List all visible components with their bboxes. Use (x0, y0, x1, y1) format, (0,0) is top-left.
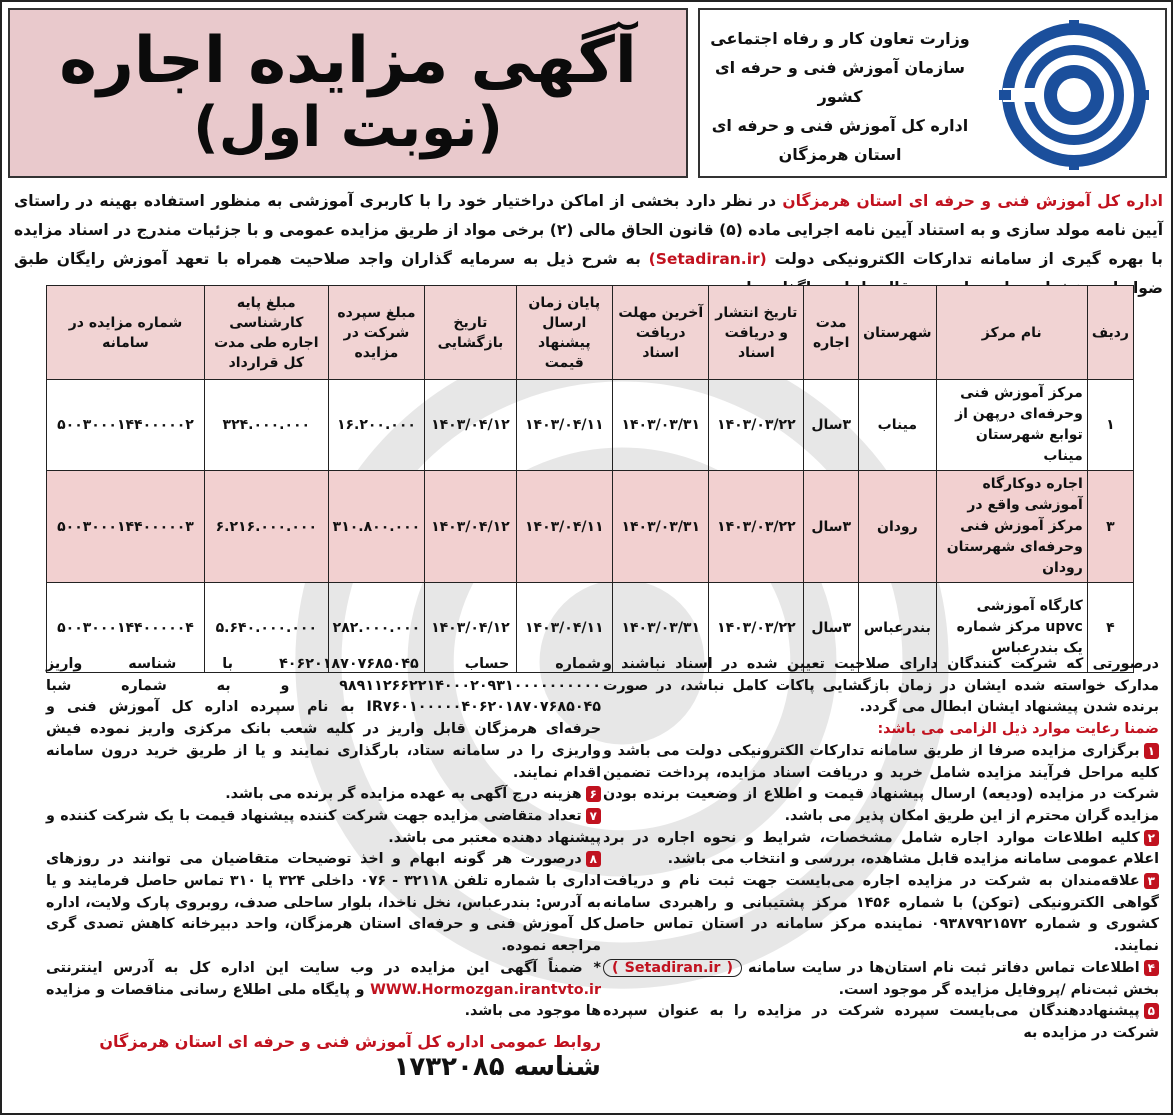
cell-publish-date: ۱۴۰۳/۰۳/۲۲ (709, 583, 804, 673)
cell-base-price: ۳۲۴.۰۰۰.۰۰۰ (204, 380, 328, 471)
col-header-base-price: مبلغ پایه کارشناسی اجاره طی مدت کل قرارداد (204, 286, 328, 380)
cell-duration: ۳سال (804, 380, 859, 471)
condition-text: پیشنهاددهندگان می‌بایست سپرده شرکت در مزایده را به عنوان سپرده شرکت در مزایده به (603, 1003, 1159, 1041)
item-number-badge: ۴ (1144, 960, 1159, 976)
conditions-left-column (46, 654, 602, 1082)
condition-item (603, 871, 1159, 958)
note-text: و پایگاه ملی اطلاع رسانی مناقصات و مزایده ها موجود می باشد. (46, 981, 601, 1020)
condition-text: کلیه اطلاعات موارد اجاره شامل مشخصات، شرایط و نحوه اجاره در برد اعلام عمومی سامانه مزایده قابل مشاهده، بررسی و انتخاب می باشد. (603, 829, 1159, 868)
col-header-duration: مدت اجاره (804, 286, 859, 380)
intro-site: (Setadiran.ir) (648, 250, 767, 268)
condition-text: برگزاری مزایده صرفا از طریق سامانه تدارکات الکترونیکی دولت می باشد و کلیه مراحل فرآیند مزایده شامل خرید و دریافت اسناد مزایده، پرداخت تضمین شرکت در مزایده (ودیعه) ارسال پیشنهاد قیمت و اطلاع از وضعیت برنده بودن مزایده گران محترم از این طریق امکان پذیر می باشد. (603, 742, 1159, 824)
cell-city: میناب (859, 380, 936, 471)
item-number-badge: ۸ (586, 851, 601, 867)
org-line: سازمان آموزش فنی و حرفه ای کشور (714, 58, 966, 106)
ad-id: شناسه ۱۷۳۲۰۸۵ (393, 1051, 601, 1082)
cell-doc-deadline: ۱۴۰۳/۰۳/۳۱ (613, 380, 709, 471)
intro-text-2: بخشی از اماکن دراختیار خود را با کاربری آموزشی به منظور استفاده بهینه در راستای آیین نامه مولد سازی و به استناد آیین نامه اجرایی ماده (۵) قانون الحاق مالی (۲) برخی مواد از طریق مزایده عمومی و با جزئیات مندرج در اسناد مزایده با بهره گیری از سامانه تدارکات الکترونیکی دولت (14, 192, 1164, 268)
org-line: وزارت تعاون کار و رفاه اجتماعی (710, 29, 970, 48)
cell-auction-number: ۵۰۰۳۰۰۰۱۴۴۰۰۰۰۰۴ (47, 583, 205, 673)
cell-doc-deadline: ۱۴۰۳/۰۳/۳۱ (613, 471, 709, 583)
item-number-badge: ۳ (1144, 873, 1159, 889)
intro-text-1: در نظر دارد (679, 192, 783, 210)
condition-item (46, 806, 601, 849)
organization-logo-icon (999, 20, 1149, 170)
cell-bid-deadline: ۱۴۰۳/۰۴/۱۱ (516, 380, 612, 471)
cell-row-number: ۴ (1087, 583, 1133, 673)
item-number-badge: ۱ (1144, 743, 1159, 759)
cell-duration: ۳سال (804, 471, 859, 583)
condition-item (46, 784, 601, 806)
org-line: استان هرمزگان (778, 145, 902, 164)
cell-publish-date: ۱۴۰۳/۰۳/۲۲ (709, 471, 804, 583)
cell-auction-number: ۵۰۰۳۰۰۰۱۴۴۰۰۰۰۰۲ (47, 380, 205, 471)
cell-deposit: ۳۱۰.۸۰۰.۰۰۰ (328, 471, 425, 583)
website-link[interactable]: WWW.Hormozgan.irantvto.ir (370, 981, 601, 998)
website-note (46, 958, 601, 1023)
col-header-city: شهرستان (859, 286, 936, 380)
header (8, 8, 1167, 178)
table-row (47, 380, 1134, 471)
cell-opening-date: ۱۴۰۳/۰۴/۱۲ (425, 583, 516, 673)
ad-subtitle: (نوبت اول) (193, 95, 503, 160)
condition-text: درصورت هر گونه ابهام و اخذ توضیحات متقاضیان می توانند در روزهای اداری با شماره تلفن ۳۲۱۱۸ - ۰۷۶ داخلی ۳۲۴ یا ۳۱۰ تماس حاصل فرمایند و یا به آدرس: بندرعباس، نخل ناخدا، بلوار ساحلی صدف، روبروی پارک ولایت، اداره کل آموزش فنی و حرفه‌ای استان هرمزگان، واحد دبیرخانه کاهش تصدی گری مراجعه نموده. (46, 851, 602, 955)
cell-center-name: مرکز آموزش فنی وحرفه‌ای درپهن از توابع شهرستان میناب (936, 380, 1087, 471)
org-line: اداره کل آموزش فنی و حرفه ای (711, 116, 969, 135)
cell-row-number: ۳ (1087, 471, 1133, 583)
col-header-doc-deadline: آخرین مهلت دریافت اسناد (613, 286, 709, 380)
table-row (47, 471, 1134, 583)
col-header-row-number: ردیف (1087, 286, 1133, 380)
col-header-bid-deadline: پایان زمان ارسال پیشنهاد قیمت (516, 286, 612, 380)
setadiran-link[interactable]: ( Setadiran.ir ) (603, 959, 742, 977)
table-header-row (47, 286, 1134, 380)
condition-item (603, 1001, 1159, 1044)
col-header-deposit: مبلغ سپرده شرکت در مزایده (328, 286, 425, 380)
col-header-center-name: نام مرکز (936, 286, 1087, 380)
condition-text: علاقه‌مندان به شرکت در مزایده اجاره می‌بایست جهت ثبت نام و دریافت گواهی الکترونیکی (توکن) با شماره ۱۴۵۶ مرکز پشتیبانی و راهبردی سامانه کشوری و شماره ۰۹۳۸۷۹۲۱۵۷۲ نماینده مرکز سامانه در استان تماس حاصل نمایند. (603, 873, 1159, 955)
condition-text: هزینه درج آگهی به عهده مزایده گر برنده می باشد. (225, 786, 582, 803)
organization-name (705, 24, 975, 169)
cell-center-name: اجاره دوکارگاه آموزشی واقع در مرکز آموزش فنی وحرفه‌ای شهرستان رودان (936, 471, 1087, 583)
cell-deposit: ۱۶.۲۰۰.۰۰۰ (328, 380, 425, 471)
cell-auction-number: ۵۰۰۳۰۰۰۱۴۴۰۰۰۰۰۳ (47, 471, 205, 583)
cell-bid-deadline: ۱۴۰۳/۰۴/۱۱ (516, 583, 612, 673)
organization-box (698, 8, 1167, 178)
item-number-badge: ۶ (586, 786, 601, 802)
title-box (8, 8, 688, 178)
auction-table (46, 285, 1134, 673)
ad-title: آگهی مزایده اجاره (59, 23, 637, 98)
payment-paragraph: شماره حساب ۴۰۶۲۰۱۸۷۰۷۶۸۵۰۴۵ با شناسه واریز ۹۸۹۱۱۲۶۶۲۲۱۴۰۰۰۲۰۹۳۱۰۰۰۰۰۰۰۰۰۰ و به شماره شبا IR۷۶۰۱۰۰۰۰۰۴۰۶۲۰۱۸۷۰۷۶۸۵۰۴۵ به نام سپرده اداره کل آموزش فنی و حرفه‌ای هرمزگان قابل واریز در کلیه شعب بانک مرکزی واریز نموده فیش واریزی را در سامانه ستاد، بارگذاری نمایند و یا از طریق خرید درون سامانه اقدام نمایند. (46, 656, 601, 781)
item-number-badge: ۵ (1144, 1003, 1159, 1019)
cell-base-price: ۶.۲۱۶.۰۰۰.۰۰۰ (204, 471, 328, 583)
cell-opening-date: ۱۴۰۳/۰۴/۱۲ (425, 380, 516, 471)
cell-duration: ۳سال (804, 583, 859, 673)
col-header-publish-date: تاریخ انتشار و دریافت اسناد (709, 286, 804, 380)
col-header-opening-date: تاریخ بازگشایی (425, 286, 516, 380)
cell-row-number: ۱ (1087, 380, 1133, 471)
public-relations-signature: روابط عمومی اداره کل آموزش فنی و حرفه ای استان هرمزگان (99, 1031, 601, 1051)
cell-city: رودان (859, 471, 936, 583)
item-number-badge: ۷ (586, 808, 601, 824)
cell-city: بندرعباس (859, 583, 936, 673)
conditions-right-column (603, 654, 1159, 1045)
condition-item (603, 958, 1159, 1001)
requirements-heading: ضمنا رعایت موارد ذیل الزامی می باشد: (877, 721, 1159, 738)
item-number-badge: ۲ (1144, 830, 1159, 846)
note-text: * ضمناً آگهی این مزایده در وب سایت این اداره کل به آدرس اینترنتی (46, 959, 601, 976)
col-header-auction-number: شماره مزایده در سامانه (47, 286, 205, 380)
cell-publish-date: ۱۴۰۳/۰۳/۲۲ (709, 380, 804, 471)
cell-base-price: ۵.۶۴۰.۰۰۰.۰۰۰ (204, 583, 328, 673)
condition-text: اطلاعات تماس دفاتر ثبت نام استان‌ها در سایت سامانه (742, 959, 1140, 976)
condition-item (603, 828, 1159, 871)
cell-deposit: ۲۸۲.۰۰۰.۰۰۰ (328, 583, 425, 673)
cell-bid-deadline: ۱۴۰۳/۰۴/۱۱ (516, 471, 612, 583)
condition-item (46, 849, 601, 958)
cell-doc-deadline: ۱۴۰۳/۰۳/۳۱ (613, 583, 709, 673)
intro-text-3: به شرح ذیل به سرمایه گذاران واجد صلاحیت همراه با تعهد آموزش رایگان طبق ضوابط و بخشنامه های صادره در قالب اجاره واگذار نمایند. (14, 250, 1163, 297)
condition-text: بخش ثبت‌نام /پروفایل مزایده گر موجود است. (838, 981, 1159, 998)
condition-text: تعداد متقاضی مزایده جهت شرکت کننده پیشنهاد قیمت با یک شرکت کننده و پیشنهاد دهنده معتبر می باشد. (46, 807, 601, 846)
cell-center-name: کارگاه آموزشی upvc مرکز شماره یک بندرعباس (936, 583, 1087, 673)
condition-item (603, 741, 1159, 828)
intro-org-name: اداره کل آموزش فنی و حرفه ای استان هرمزگان (782, 192, 1163, 210)
cell-opening-date: ۱۴۰۳/۰۴/۱۲ (425, 471, 516, 583)
qualification-paragraph: درصورتی که شرکت کنندگان دارای صلاحیت تعیین شده در اسناد نباشند و مدارک خواسته شده ایشان در زمان بازگشایی پاکات کامل نباشد، در صورت برنده شدن پیشنهاد ایشان ابطال می گردد. (603, 656, 1159, 716)
